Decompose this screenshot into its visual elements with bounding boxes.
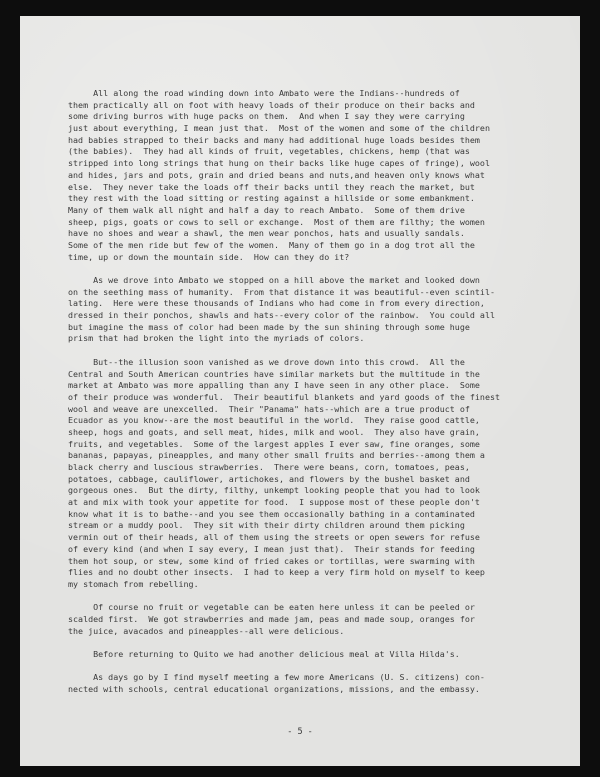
page-number: - 5 -	[287, 727, 313, 737]
paragraph	[68, 275, 564, 345]
text-line: time, up or down the mountain side. How can they do it?	[68, 251, 350, 262]
paragraph-gap	[68, 637, 564, 649]
text-line: scalded first. We got strawberries and made jam, peas and made soup, oranges for	[68, 613, 475, 624]
text-line: them practically all on foot with heavy loads of their produce on their backs and	[68, 99, 475, 110]
text-line: the juice, avacados and pineapples--all were delicious.	[68, 625, 345, 636]
text-line: potatoes, cabbage, cauliflower, artichokes, and flowers by the bushel basket and	[68, 473, 470, 484]
text-line: wool and weave are unexcelled. Their "Panama" hats--which are a true product of	[68, 403, 470, 414]
paragraph-gap	[68, 591, 564, 603]
text-line: black cherry and luscious strawberries. There were beans, corn, tomatoes, peas,	[68, 462, 470, 472]
text-line: market at Ambato was more appalling than any I have seen in any other place. Some	[68, 380, 480, 391]
typed-letter-body	[68, 88, 564, 696]
text-line: they rest with the load sitting or resting against a hillside or some embankment.	[68, 193, 475, 204]
paragraph	[68, 649, 564, 661]
text-line: and hides, jars and pots, grain and dried beans and nuts,and heaven only knows what	[68, 169, 485, 180]
text-line: (the babies). They had all kinds of fruit, vegetables, chickens, hemp (that was	[68, 146, 470, 157]
text-line: just about everything, I mean just that. Most of the women and some of the children	[68, 123, 490, 134]
text-line: fruits, and vegetables. Some of the largest apples I ever saw, fine oranges, some	[68, 438, 480, 449]
text-line: at and mix with took your appetite for food. I suppose most of these people don't	[68, 497, 480, 508]
text-line: of their produce was wonderful. Their beautiful blankets and yard goods of the finest	[68, 391, 501, 402]
text-line: dressed in their ponchos, shawls and hats--every color of the rainbow. You could all	[68, 310, 495, 321]
text-line: Central and South American countries have similar markets but the multitude in the	[68, 368, 480, 379]
text-line: Some of the men ride but few of the women. Many of them go in a dog trot all the	[68, 239, 475, 250]
text-line: lating. Here were these thousands of Indians who had come in from every direction,	[68, 298, 485, 309]
paragraph	[68, 357, 564, 591]
text-line: sheep, hogs and goats, and sell meat, hides, milk and wool. They also have grain,	[68, 426, 480, 437]
text-line: bananas, papayas, pineapples, and many other small fruits and berries--among them a	[68, 450, 485, 461]
text-line: had babies strapped to their backs and many had additional huge loads besides them	[68, 134, 480, 145]
text-line: stream or a muddy pool. They sit with their dirty children around them picking	[68, 520, 465, 531]
text-line: else. They never take the loads off their backs until they reach the market, but	[68, 181, 475, 192]
text-line: have no shoes and wear a shawl, the men wear ponchos, hats and usually sandals.	[68, 228, 465, 239]
paragraph-gap	[68, 661, 564, 673]
text-line: Of course no fruit or vegetable can be eaten here unless it can be peeled or	[68, 602, 475, 613]
text-line: but imagine the mass of color had been made by the sun shining through some huge	[68, 321, 470, 332]
text-line: Ecuador as you know--are the most beautiful in the world. They raise good cattle,	[68, 415, 480, 426]
text-line: my stomach from rebelling.	[68, 578, 199, 589]
text-line: All along the road winding down into Ambato were the Indians--hundreds of	[68, 88, 460, 98]
text-line: them hot soup, or stew, some kind of fried cakes or tortillas, were swarming with	[68, 555, 475, 566]
text-line: of every kind (and when I say every, I mean just that). Their stands for feeding	[68, 543, 475, 554]
paragraph	[68, 672, 564, 695]
text-line: some driving burros with huge packs on them. And when I say they were carrying	[68, 111, 465, 122]
text-line: Before returning to Quito we had another delicious meal at Villa Hilda's.	[68, 649, 460, 659]
text-line: know what it is to bathe--and you see them occasionally bathing in a contaminated	[68, 508, 475, 519]
text-line: vermin out of their heads, all of them using the streets or open sewers for refuse	[68, 532, 480, 543]
text-line: stripped into long strings that hung on their backs like huge capes of fringe), wool	[68, 158, 490, 169]
paragraph-gap	[68, 263, 564, 275]
text-line: sheep, pigs, goats or cows to sell or exchange. Most of them are filthy; the women	[68, 216, 485, 227]
text-line: As days go by I find myself meeting a few more Americans (U. S. citizens) con-	[68, 672, 485, 683]
paragraph-gap	[68, 345, 564, 357]
text-line: flies and no doubt other insects. I had to keep a very firm hold on myself to keep	[68, 567, 485, 578]
text-line: nected with schools, central educational organizations, missions, and the embassy.	[68, 684, 480, 695]
text-line: Many of them walk all night and half a day to reach Ambato. Some of them drive	[68, 204, 465, 215]
text-line: gorgeous ones. But the dirty, filthy, unkempt looking people that you had to look	[68, 485, 480, 496]
text-line: As we drove into Ambato we stopped on a hill above the market and looked down	[68, 275, 480, 285]
text-line: on the seething mass of humanity. From that distance it was beautiful--even scintil-	[68, 286, 495, 297]
text-line: But--the illusion soon vanished as we drove down into this crowd. All the	[68, 356, 465, 367]
paragraph	[68, 602, 564, 637]
text-line: prism that had broken the light into the myriads of colors.	[68, 333, 365, 344]
paragraph	[68, 88, 564, 263]
